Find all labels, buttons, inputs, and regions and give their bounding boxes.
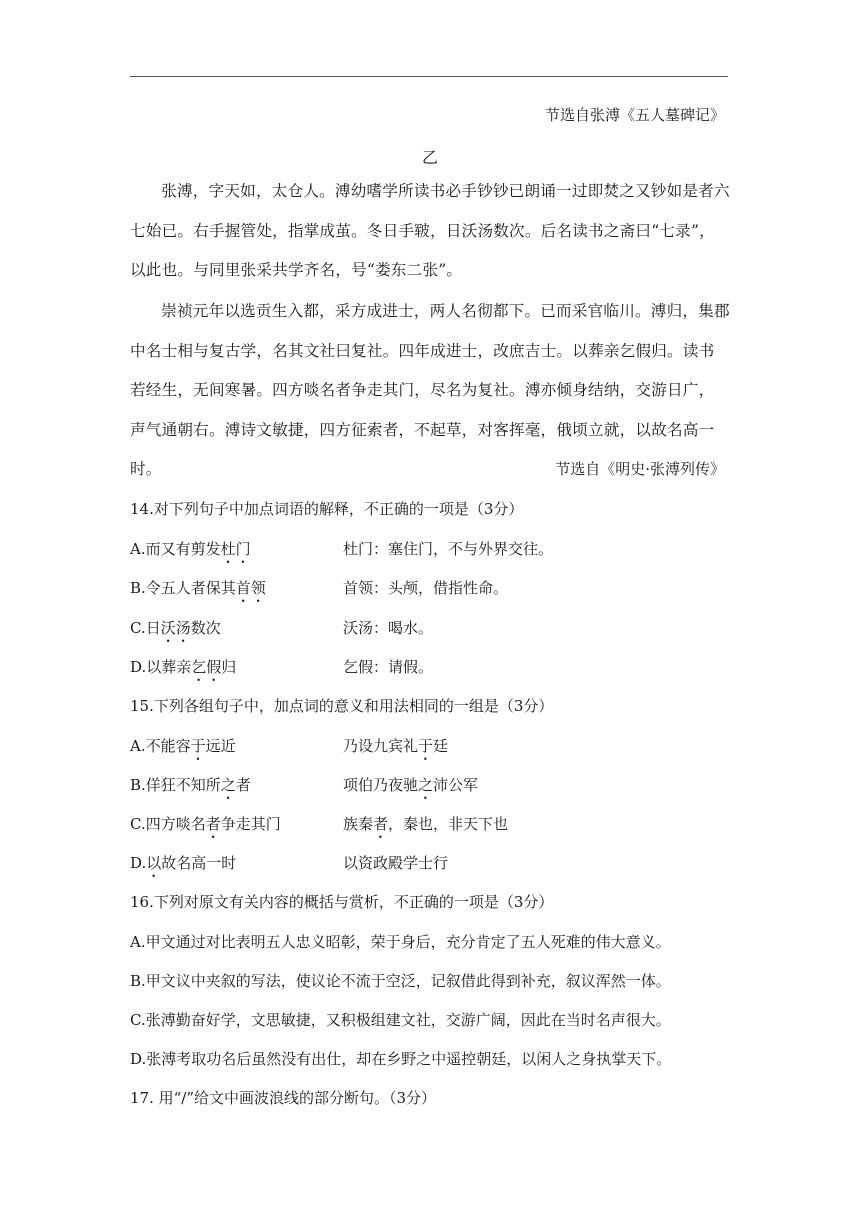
option-text: B.令五人者保其 [130,579,236,597]
passage-paragraph-1: 张溥，字天如，太仓人。溥幼嗜学所读书必手钞钞已朗诵一过即焚之又钞如是者六七始已。右手握管处，指掌成茧。冬日手皲，日沃汤数次。后名读书之斋曰“七录”，以此也。与同里张采共学齐名，号“娄东二张”。 [130,182,730,279]
top-divider [130,76,728,77]
dotted-word: 者 [205,815,221,833]
question-16-option-c[interactable]: C.张溥勤奋好学，文思敏捷，又积极组建文社，交游广阔，因此在当时名声很大。 [130,1011,671,1029]
option-text: 争走其门 [220,815,281,833]
question-15-option-d[interactable] [130,852,449,881]
source-citation-bottom: 节选自《明史·张溥列传》 [555,460,725,478]
section-heading-yi: 乙 [421,148,438,167]
option-text: 数次 [190,619,221,637]
dotted-word: 首领 [235,579,266,597]
option-compare [343,735,448,764]
option-compare [343,774,478,803]
dotted-word: 之 [220,776,236,794]
compare-text: 资政殿学士行 [358,854,449,872]
dotted-word: 以 [146,854,162,872]
question-16-option-b[interactable]: B.甲文议中夹叙的写法，使议论不流于空泛，记叙借此得到补充，叙议浑然一体。 [130,972,671,990]
dotted-word: 于 [418,737,434,755]
option-text: B.佯狂不知所 [130,776,221,794]
question-15-stem: 15.下列各组句子中，加点词的意义和用法相同的一组是（3分） [130,697,554,715]
dotted-word: 杜门 [220,540,251,558]
question-15-option-b[interactable] [130,774,479,803]
compare-text: 廷 [433,737,449,755]
option-text: 远近 [205,737,236,755]
passage-paragraph-2: 崇祯元年以选贡生入都，采方成进士，两人名彻都下。已而采官临川。溥归，集郡中名士相与复古学，名其文社曰复社。四年成进士，改庶吉士。以葬亲乞假归。读书若经生，无间寒暑。四方啖名者争走其门，尽名为复社。溥亦倾身结纳，交游日广，声气通朝右。溥诗文敏捷，四方征索者，不起草，对客挥毫，俄顷立就，以故名高一时。 [130,302,730,478]
dotted-word: 乞假 [191,658,222,676]
option-text: A.不能容 [130,737,191,755]
dotted-word: 沃汤 [160,619,191,637]
option-gloss: 首领：头颅，借指性命。 [343,579,509,597]
question-14-option-b[interactable] [130,577,509,606]
question-14-option-c[interactable] [130,617,434,646]
question-14-option-d[interactable] [130,656,434,685]
option-compare [343,813,508,842]
question-14-option-a[interactable] [130,538,554,567]
question-15-option-c[interactable] [130,813,509,842]
compare-text: 族秦 [343,815,374,833]
question-14-stem: 14.对下列句子中加点词语的解释，不正确的一项是（3分） [130,500,524,518]
question-16-option-a[interactable]: A.甲文通过对比表明五人忠义昭彰，荣于身后，充分肯定了五人死难的伟大意义。 [130,933,671,951]
question-16-stem: 16.下列对原文有关内容的概括与赏析，不正确的一项是（3分） [130,893,554,911]
option-gloss: 杜门：塞住门，不与外界交往。 [343,540,554,558]
question-16-option-d[interactable]: D.张溥考取功名后虽然没有出仕，却在乡野之中遥控朝廷，以闲人之身执掌天下。 [130,1050,672,1068]
source-citation-top: 节选自张溥《五人墓碑记》 [544,106,725,124]
dotted-word: 者 [373,815,389,833]
question-17-stem: 17. 用“/”给文中画波浪线的部分断句。（3分） [130,1089,437,1107]
option-text: D. [130,854,147,872]
dotted-word: 之 [418,776,434,794]
compare-text: 乃设九宾礼 [343,737,419,755]
compare-text: ，秦也，非天下也 [388,815,509,833]
option-text: 归 [221,658,237,676]
option-text: C.四方啖名 [130,815,206,833]
option-gloss: 沃汤：喝水。 [343,619,434,637]
option-gloss: 乞假：请假。 [343,658,434,676]
option-text: A.而又有剪发 [130,540,221,558]
dotted-word: 以 [343,854,359,872]
option-text: C.日 [130,619,161,637]
compare-text: 项伯乃夜驰 [343,776,419,794]
option-text: 故名高一时 [161,854,237,872]
dotted-word: 于 [190,737,206,755]
question-15-option-a[interactable] [130,735,449,764]
compare-text: 沛公军 [433,776,479,794]
option-text: D.以葬亲 [130,658,192,676]
option-compare [343,852,448,873]
option-text: 者 [235,776,251,794]
